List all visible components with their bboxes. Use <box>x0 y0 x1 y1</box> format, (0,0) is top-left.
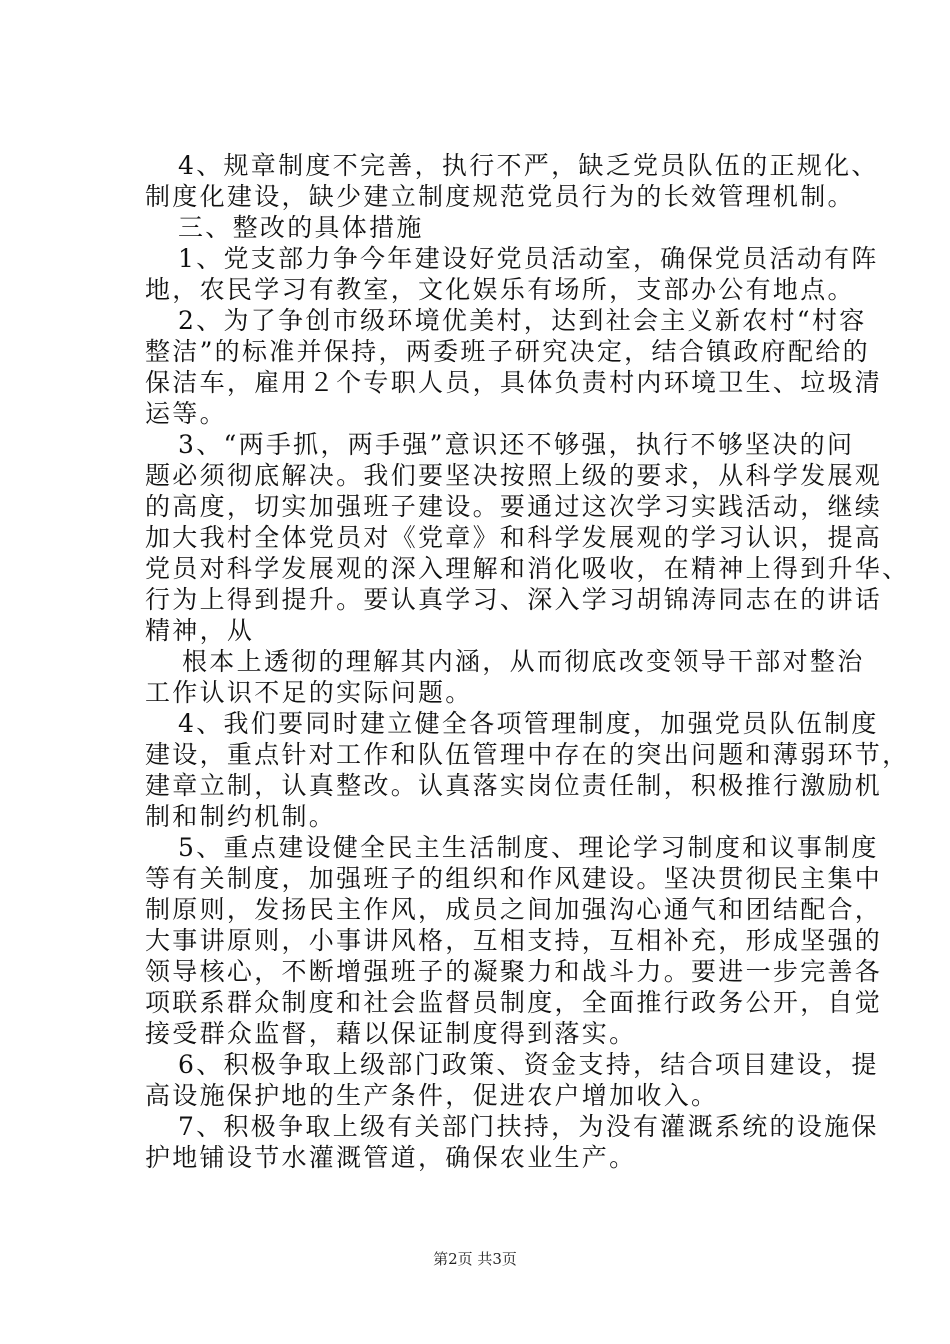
text-line: 根本上透彻的理解其内涵，从而彻底改变领导干部对整治 <box>182 647 865 676</box>
text-line: 建设，重点针对工作和队伍管理中存在的突出问题和薄弱环节， <box>145 740 910 769</box>
text-line: 5、重点建设健全民主生活制度、理论学习制度和议事制度 <box>178 833 879 862</box>
text-line: 4、规章制度不完善，执行不严，缺乏党员队伍的正规化、 <box>178 151 879 180</box>
text-line: 4、我们要同时建立健全各项管理制度，加强党员队伍制度 <box>178 709 879 738</box>
text-line: 制度化建设，缺少建立制度规范党员行为的长效管理机制。 <box>145 182 855 211</box>
section-heading: 三、整改的具体措施 <box>178 213 424 242</box>
text-line: 精神，从 <box>145 616 255 645</box>
text-line: 制原则，发扬民主作风，成员之间加强沟心通气和团结配合， <box>145 895 883 924</box>
text-line: 制和制约机制。 <box>145 802 337 831</box>
text-line: 护地铺设节水灌溉管道，确保农业生产。 <box>145 1143 637 1172</box>
page-number-footer: 第2页 共3页 <box>433 1250 517 1268</box>
text-line: 2、为了争创市级环境优美村，达到社会主义新农村“村容 <box>178 306 867 335</box>
text-line: 工作认识不足的实际问题。 <box>145 678 473 707</box>
text-line: 建章立制，认真整改。认真落实岗位责任制，积极推行激励机 <box>145 771 883 800</box>
text-line: 运等。 <box>145 399 227 428</box>
text-line: 接受群众监督，藉以保证制度得到落实。 <box>145 1019 637 1048</box>
text-line: 领导核心，不断增强班子的凝聚力和战斗力。要进一步完善各 <box>145 957 883 986</box>
text-line: 1、党支部力争今年建设好党员活动室，确保党员活动有阵 <box>178 244 879 273</box>
text-line: 地，农民学习有教室，文化娱乐有场所，支部办公有地点。 <box>145 275 855 304</box>
text-line: 行为上得到提升。要认真学习、深入学习胡锦涛同志在的讲话 <box>145 585 883 614</box>
text-line: 6、积极争取上级部门政策、资金支持，结合项目建设，提 <box>178 1050 879 1079</box>
text-line: 保洁车，雇用２个专职人员，具体负责村内环境卫生、垃圾清 <box>145 368 883 397</box>
text-line: 项联系群众制度和社会监督员制度，全面推行政务公开，自觉 <box>145 988 883 1017</box>
text-line: 的高度，切实加强班子建设。要通过这次学习实践活动，继续 <box>145 492 883 521</box>
text-line: 党员对科学发展观的深入理解和消化吸收，在精神上得到升华、 <box>145 554 910 583</box>
text-line: 题必须彻底解决。我们要坚决按照上级的要求，从科学发展观 <box>145 461 883 490</box>
text-line: 3、“两手抓，两手强”意识还不够强，执行不够坚决的问 <box>178 430 855 459</box>
text-line: 整洁”的标准并保持，两委班子研究决定，结合镇政府配给的 <box>145 337 870 366</box>
text-line: 高设施保护地的生产条件，促进农户增加收入。 <box>145 1081 719 1110</box>
text-line: 加大我村全体党员对《党章》和科学发展观的学习认识，提高 <box>145 523 883 552</box>
text-line: 等有关制度，加强班子的组织和作风建设。坚决贯彻民主集中 <box>145 864 883 893</box>
text-line: 7、积极争取上级有关部门扶持，为没有灌溉系统的设施保 <box>178 1112 879 1141</box>
text-line: 大事讲原则，小事讲风格，互相支持，互相补充，形成坚强的 <box>145 926 883 955</box>
